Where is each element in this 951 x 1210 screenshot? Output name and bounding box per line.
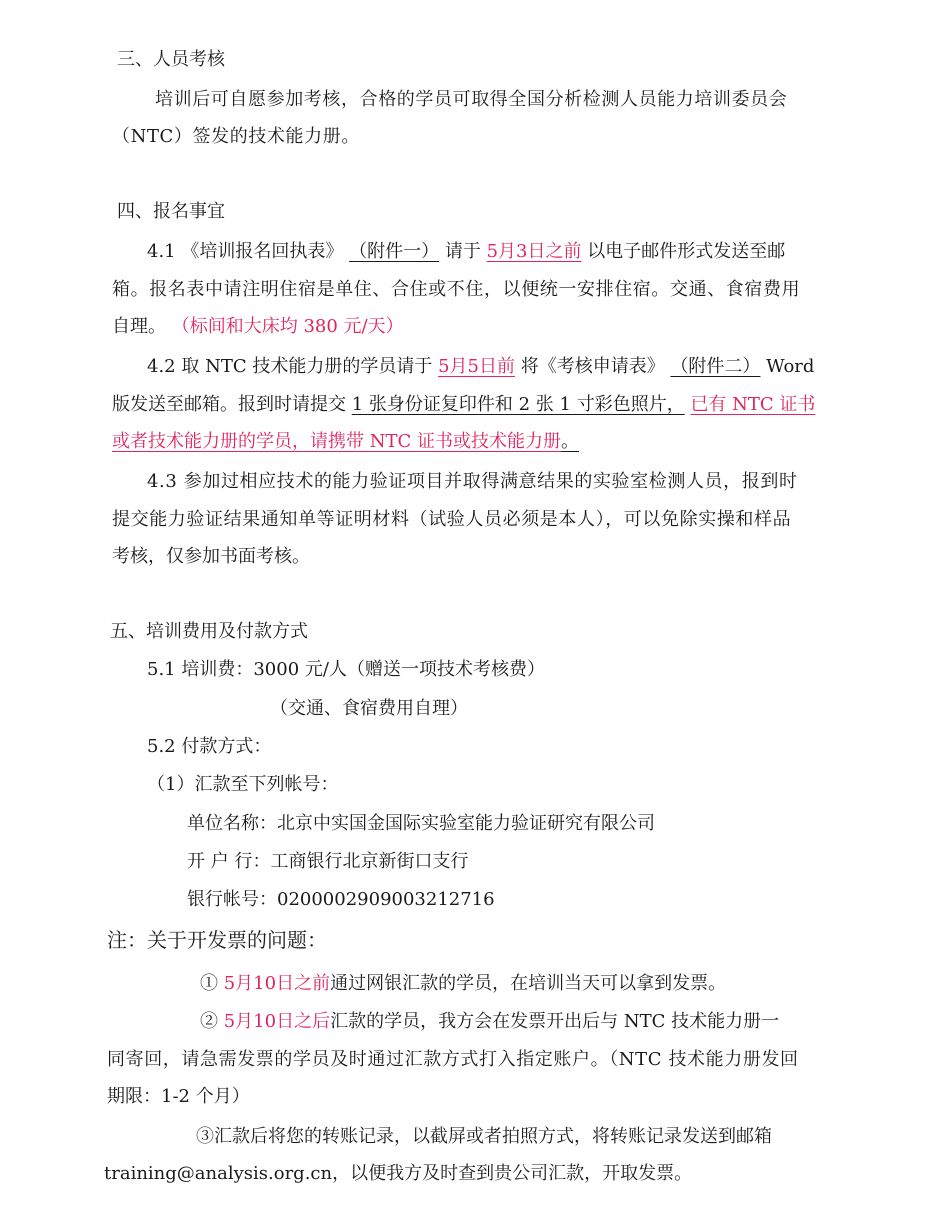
account-number: 银行帐号：0200002909003212716 (187, 889, 495, 910)
note-1-marker: ① (200, 973, 218, 994)
note-2-marker: ② (200, 1011, 218, 1032)
item-4-1-line-3 (112, 315, 404, 339)
invoice-note-2-line-1 (200, 1010, 779, 1034)
item-4-2-line-1 (147, 355, 814, 379)
id-photo-requirement: 1 张身份证复印件和 2 张 1 寸彩色照片， (351, 394, 685, 415)
item-4-1-text-tail: 以电子邮件形式发送至邮 (587, 241, 786, 262)
item-4-3-line-2: 提交能力验证结果通知单等证明材料（试验人员必须是本人），可以免除实操和样品 (112, 509, 792, 530)
training-fee-note: （交通、食宿费用自理） (270, 698, 468, 719)
item-4-2-label: 4.2 取 NTC 技术能力册的学员请于 (147, 356, 433, 377)
item-4-1-line-3-text: 自理。 (112, 316, 166, 337)
account-unit-name: 单位名称：北京中实国金国际实验室能力验证研究有限公司 (187, 813, 655, 834)
item-4-1-text: 请于 (444, 241, 481, 262)
item-4-3-line-1: 4.3 参加过相应技术的能力验证项目并取得满意结果的实验室检测人员，报到时 (147, 471, 798, 492)
invoice-note-1 (200, 972, 726, 996)
section-3-paragraph-line-1: 培训后可自愿参加考核，合格的学员可取得全国分析检测人员能力培训委员会 (155, 89, 788, 110)
invoice-note-2-line-3: 期限：1-2 个月） (107, 1086, 250, 1107)
item-4-2-end: 。 (560, 431, 579, 452)
payment-method: 5.2 付款方式： (147, 736, 272, 757)
training-fee: 5.1 培训费：3000 元/人（赠送一项技术考核费） (147, 659, 545, 680)
attachment-2-ref: （附件二） (670, 356, 761, 377)
item-4-2-line-3 (112, 430, 579, 454)
invoice-note-2-line-2: 同寄回，请急需发票的学员及时通过汇款方式打入指定账户。（NTC 技术能力册发回 (107, 1049, 799, 1070)
item-4-2-line-2-text: 版发送至邮箱。报到时请提交 (112, 394, 346, 415)
attachment-1-ref: （附件一） (349, 241, 440, 262)
section-3-paragraph-line-2: （NTC）签发的技术能力册。 (112, 126, 360, 147)
after-may-10: 5月10日之后 (223, 1011, 331, 1032)
invoice-note-title: 注：关于开发票的问题： (107, 928, 327, 952)
deadline-may-3: 5月3日之前 (486, 241, 582, 262)
invoice-note-3-line-1: ③汇款后将您的转账记录，以截屏或者拍照方式，将转账记录发送到邮箱 (196, 1126, 772, 1147)
item-4-1-line-2: 箱。报名表中请注明住宿是单住、合住或不住，以便统一安排住宿。交通、食宿费用 (112, 279, 801, 300)
ntc-cert-note-cont: 或者技术能力册的学员，请携带 NTC 证书或技术能力册 (112, 431, 561, 452)
section-3-title: 三、人员考核 (117, 49, 225, 70)
invoice-note-3-line-2: training@analysis.org.cn，以便我方及时查到贵公司汇款，开取发票。 (104, 1163, 693, 1184)
section-5-title: 五、培训费用及付款方式 (110, 621, 308, 642)
item-4-1-label: 4.1 《培训报名回执表》 (147, 241, 344, 262)
ntc-cert-note: 已有 NTC 证书 (690, 394, 816, 415)
remit-instruction: （1）汇款至下列帐号： (147, 774, 339, 795)
deadline-may-5: 5月5日前 (438, 356, 515, 377)
item-4-3-line-3: 考核，仅参加书面考核。 (112, 546, 310, 567)
item-4-1-line-1 (147, 240, 785, 264)
room-price-note: （标间和大床均 380 元/天） (171, 316, 404, 337)
before-may-10: 5月10日之前 (223, 973, 331, 994)
item-4-2-line-2 (112, 393, 815, 417)
item-4-2-word: Word (766, 356, 815, 377)
note-2-text: 汇款的学员，我方会在发票开出后与 NTC 技术能力册一 (330, 1011, 780, 1032)
item-4-2-text: 将《考核申请表》 (520, 356, 665, 377)
note-1-text: 通过网银汇款的学员，在培训当天可以拿到发票。 (330, 973, 727, 994)
section-4-title: 四、报名事宜 (117, 201, 225, 222)
account-bank: 开 户 行：工商银行北京新街口支行 (187, 851, 469, 872)
